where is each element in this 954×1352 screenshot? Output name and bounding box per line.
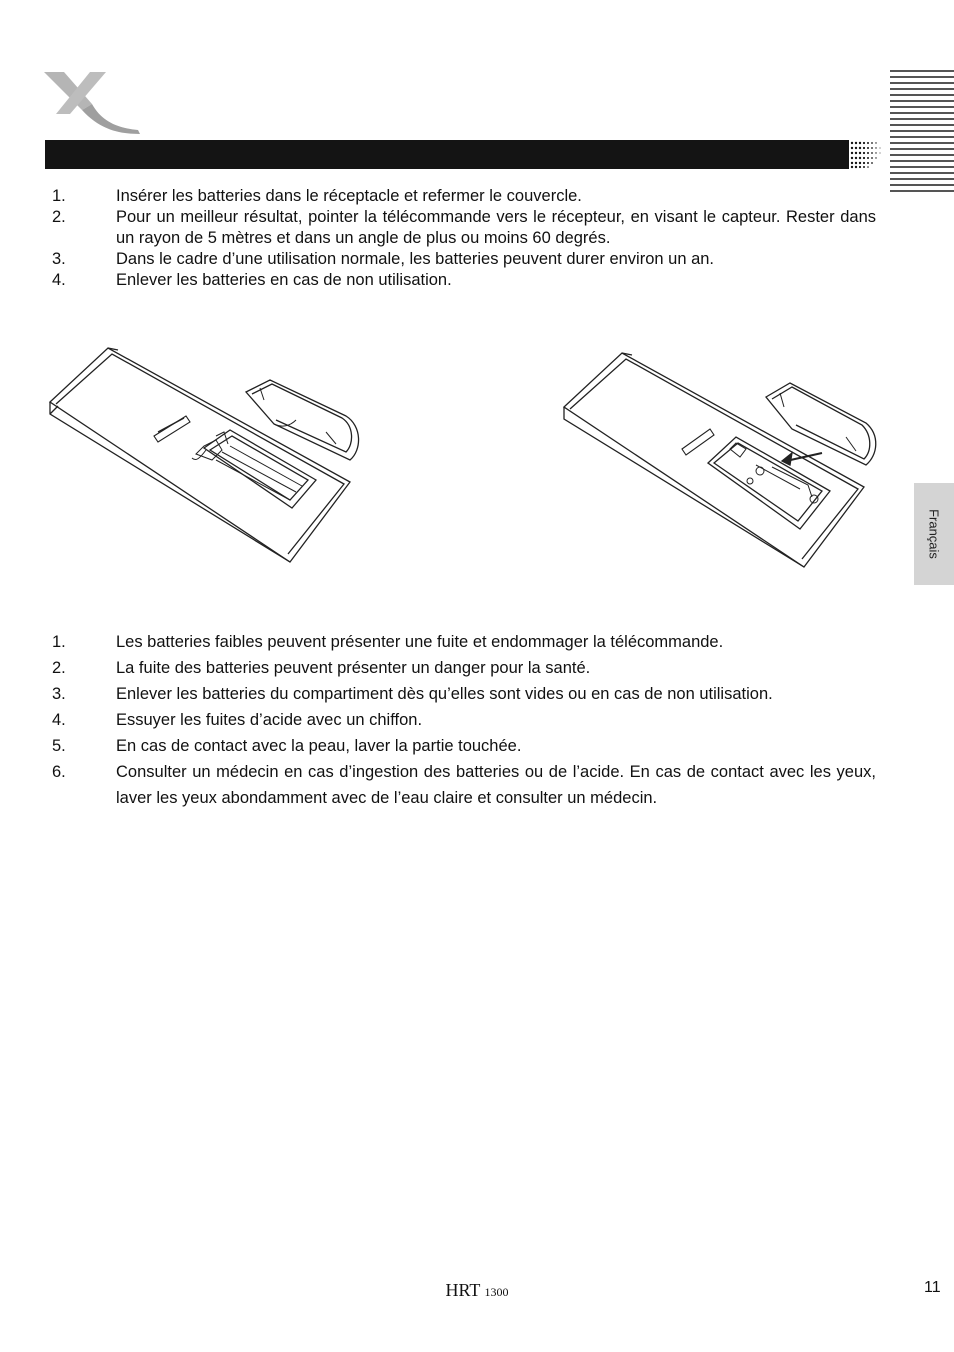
list-item-number: 2. bbox=[52, 659, 66, 677]
list-item-number: 1. bbox=[52, 633, 66, 651]
list-item-number: 1. bbox=[52, 187, 66, 205]
list-item-number: 4. bbox=[52, 711, 66, 729]
list-item-text: Les batteries faibles peuvent présenter une fuite et endommager la télécommande. bbox=[116, 633, 724, 651]
list-item-number: 4. bbox=[52, 271, 66, 289]
list-item bbox=[52, 759, 876, 811]
list-item-text: Enlever les batteries du compartiment dès qu’elles sont vides ou en cas de non utilisation. bbox=[116, 685, 773, 703]
list-item-text: Essuyer les fuites d’acide avec un chiffon. bbox=[116, 711, 423, 729]
header-bar bbox=[45, 140, 883, 169]
dot-pattern-icon bbox=[843, 140, 883, 169]
remote-insert-batteries-illustration bbox=[560, 345, 880, 571]
list-item-number: 3. bbox=[52, 685, 66, 703]
model-main: HRT bbox=[445, 1280, 481, 1300]
list-item-number: 3. bbox=[52, 250, 66, 268]
list-item bbox=[52, 655, 876, 681]
list-item-text: En cas de contact avec la peau, laver la partie touchée. bbox=[116, 737, 522, 755]
list-item-text: Enlever les batteries en cas de non utilisation. bbox=[116, 271, 452, 289]
language-tab[interactable] bbox=[914, 483, 954, 585]
list-item-text: Pour un meilleur résultat, pointer la télécommande vers le récepteur, en visant le capteur. Rester dans un rayon de 5 mètres et dans un angle de plus ou moins 60 degrés. bbox=[116, 208, 876, 247]
list-item-number: 2. bbox=[52, 208, 66, 226]
list-item-number: 6. bbox=[52, 763, 66, 781]
page-number: 11 bbox=[924, 1279, 941, 1296]
model-number: 1300 bbox=[484, 1285, 509, 1299]
x-brand-logo-icon bbox=[42, 68, 142, 136]
list-item bbox=[52, 270, 876, 291]
list-item bbox=[52, 733, 876, 759]
battery-usage-list bbox=[52, 186, 876, 291]
remote-open-battery-cover-illustration bbox=[46, 340, 366, 566]
list-item bbox=[52, 681, 876, 707]
decorative-stripes bbox=[890, 70, 954, 196]
list-item bbox=[52, 186, 876, 207]
list-item bbox=[52, 207, 876, 249]
footer-model-name bbox=[0, 1280, 954, 1301]
list-item-text: La fuite des batteries peuvent présenter un danger pour la santé. bbox=[116, 659, 591, 677]
battery-safety-list bbox=[52, 629, 876, 811]
list-item bbox=[52, 249, 876, 270]
list-item-number: 5. bbox=[52, 737, 66, 755]
list-item bbox=[52, 707, 876, 733]
list-item-text: Dans le cadre d’une utilisation normale, les batteries peuvent durer environ un an. bbox=[116, 250, 715, 268]
list-item-text: Insérer les batteries dans le réceptacle et refermer le couvercle. bbox=[116, 187, 582, 205]
language-tab-label: Français bbox=[926, 509, 942, 559]
list-item-text: Consulter un médecin en cas d’ingestion des batteries ou de l’acide. En cas de contact avec les yeux, laver les yeux abondamment avec de l’eau claire et consulter un médecin. bbox=[116, 763, 876, 807]
list-item bbox=[52, 629, 876, 655]
